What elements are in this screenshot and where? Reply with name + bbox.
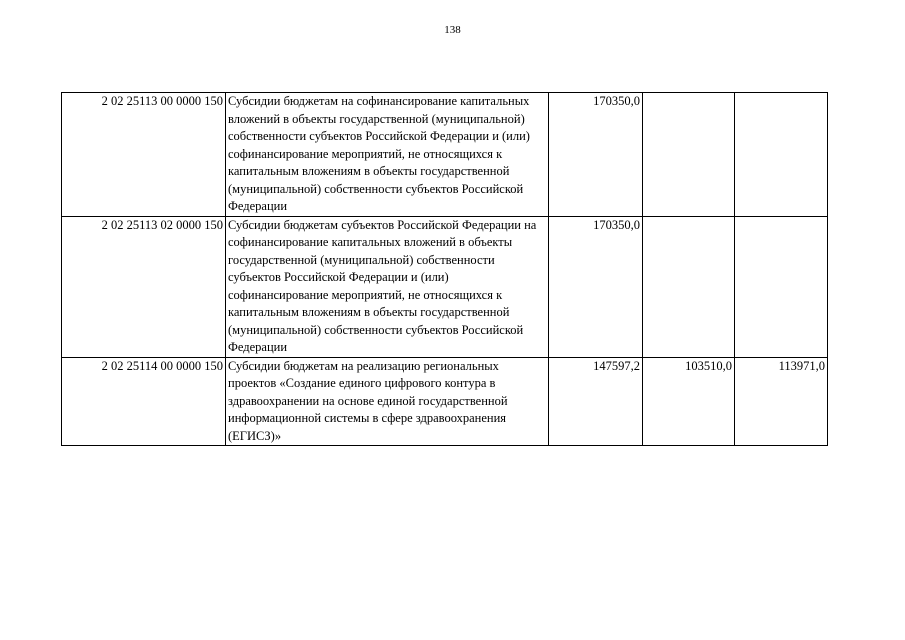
amount-cell-1: 147597,2 [549,357,643,446]
budget-code-cell: 2 02 25114 00 0000 150 [62,357,226,446]
amount-cell-3 [735,93,828,217]
budget-table [61,92,828,446]
page-number: 138 [444,24,461,36]
budget-code-cell: 2 02 25113 02 0000 150 [62,216,226,357]
budget-name-cell: Субсидии бюджетам на софинансирование капитальных вложений в объекты государственной (муниципальной) собственности субъектов Российской Федерации и (или) софинансирование мероприятий, не относящихся к капитальным вложениям в объекты государственной (муниципальной) собственности субъектов Российской Федерации [226,93,549,217]
amount-cell-2: 103510,0 [643,357,735,446]
budget-name-cell: Субсидии бюджетам на реализацию региональных проектов «Создание единого цифрового контура в здравоохранении на основе единой государственной информационной системы в сфере здравоохранения (ЕГИСЗ)» [226,357,549,446]
amount-cell-2 [643,93,735,217]
amount-cell-1: 170350,0 [549,93,643,217]
budget-name-cell: Субсидии бюджетам субъектов Российской Федерации на софинансирование капитальных вложений в объекты государственной (муниципальной) собственности субъектов Российской Федерации и (или) софинансирование мероприятий, не относящихся к капитальным вложениям в объекты государственной (муниципальной) собственности субъектов Российской Федерации [226,216,549,357]
table-row [62,357,828,446]
amount-cell-1: 170350,0 [549,216,643,357]
amount-cell-2 [643,216,735,357]
amount-cell-3 [735,216,828,357]
amount-cell-3: 113971,0 [735,357,828,446]
table-row [62,216,828,357]
table-row [62,93,828,217]
budget-code-cell: 2 02 25113 00 0000 150 [62,93,226,217]
